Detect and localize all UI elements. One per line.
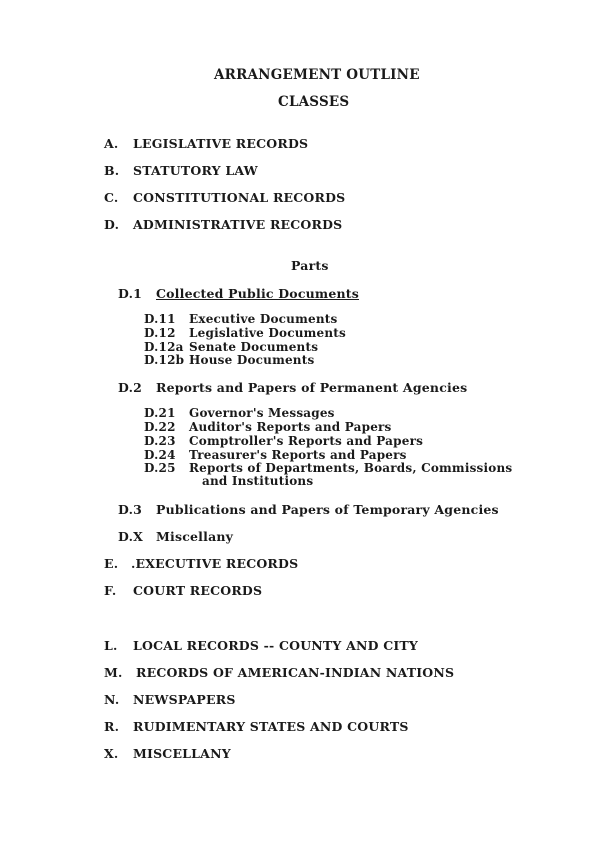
class-label: ADMINISTRATIVE RECORDS xyxy=(133,217,343,232)
class-key: X. xyxy=(104,746,119,761)
sub-item xyxy=(144,421,392,435)
class-item xyxy=(104,136,308,151)
sub-item xyxy=(144,407,335,421)
class-key: F. xyxy=(104,583,117,598)
sub-key: D.24 xyxy=(144,448,176,462)
class-item xyxy=(104,638,418,653)
sub-label: Legislative Documents xyxy=(189,326,346,340)
class-key: C. xyxy=(104,190,119,205)
class-key: L. xyxy=(104,638,118,653)
part-item xyxy=(118,502,499,517)
class-label: CONSTITUTIONAL RECORDS xyxy=(133,190,346,205)
class-label: COURT RECORDS xyxy=(133,583,263,598)
part-key: D.X xyxy=(118,529,144,544)
part-label: Publications and Papers of Temporary Agencies xyxy=(156,502,499,517)
class-item xyxy=(104,746,231,761)
part-label: Collected Public Documents xyxy=(156,286,360,301)
sub-item xyxy=(144,435,423,449)
sub-item xyxy=(144,327,346,341)
class-key: M. xyxy=(104,665,123,680)
sub-label: Senate Documents xyxy=(189,340,319,354)
sub-item xyxy=(144,354,314,368)
page-title: ARRANGEMENT OUTLINE xyxy=(214,67,420,83)
sub-label: Reports of Departments, Boards, Commissions xyxy=(189,461,513,475)
sub-label-continuation: and Institutions xyxy=(202,474,314,488)
part-key: D.1 xyxy=(118,286,143,301)
part-item xyxy=(118,286,359,301)
class-item xyxy=(104,217,342,232)
class-key: R. xyxy=(104,719,120,734)
sub-key: D.25 xyxy=(144,461,176,475)
part-key: D.2 xyxy=(118,380,143,395)
part-label: Miscellany xyxy=(156,529,234,544)
parts-heading: Parts xyxy=(291,258,329,273)
sub-label: Governor's Messages xyxy=(189,406,335,420)
class-item xyxy=(104,665,454,680)
sub-item xyxy=(144,313,337,327)
part-label: Reports and Papers of Permanent Agencies xyxy=(156,380,468,395)
part-item xyxy=(118,529,233,544)
class-label: RUDIMENTARY STATES AND COURTS xyxy=(133,719,409,734)
sub-label: House Documents xyxy=(189,353,315,367)
sub-label: Auditor's Reports and Papers xyxy=(189,420,392,434)
class-key: A. xyxy=(104,136,119,151)
class-item xyxy=(104,719,409,734)
class-key: B. xyxy=(104,163,120,178)
sub-label: Executive Documents xyxy=(189,312,338,326)
class-key: E. xyxy=(104,556,119,571)
class-item xyxy=(104,583,262,598)
class-item xyxy=(104,190,345,205)
class-label: .EXECUTIVE RECORDS xyxy=(131,556,299,571)
sub-label: Treasurer's Reports and Papers xyxy=(189,448,407,462)
class-label: RECORDS OF AMERICAN-INDIAN NATIONS xyxy=(136,665,455,680)
page-subtitle: CLASSES xyxy=(278,94,350,110)
class-key: N. xyxy=(104,692,120,707)
class-label: LOCAL RECORDS -- COUNTY AND CITY xyxy=(133,638,419,653)
class-label: NEWSPAPERS xyxy=(133,692,236,707)
class-item xyxy=(104,692,236,707)
class-label: LEGISLATIVE RECORDS xyxy=(133,136,309,151)
class-label: STATUTORY LAW xyxy=(133,163,258,178)
class-key: D. xyxy=(104,217,120,232)
sub-key: D.11 xyxy=(144,312,176,326)
class-item xyxy=(104,556,298,571)
part-key: D.3 xyxy=(118,502,143,517)
class-item xyxy=(104,163,258,178)
sub-item xyxy=(144,462,512,476)
sub-label: Comptroller's Reports and Papers xyxy=(189,434,424,448)
class-label: MISCELLANY xyxy=(133,746,231,761)
sub-key: D.12a xyxy=(144,340,184,354)
sub-key: D.21 xyxy=(144,406,176,420)
sub-key: D.22 xyxy=(144,420,176,434)
sub-key: D.12 xyxy=(144,326,176,340)
sub-key: D.12b xyxy=(144,353,185,367)
sub-key: D.23 xyxy=(144,434,176,448)
part-item xyxy=(118,380,467,395)
